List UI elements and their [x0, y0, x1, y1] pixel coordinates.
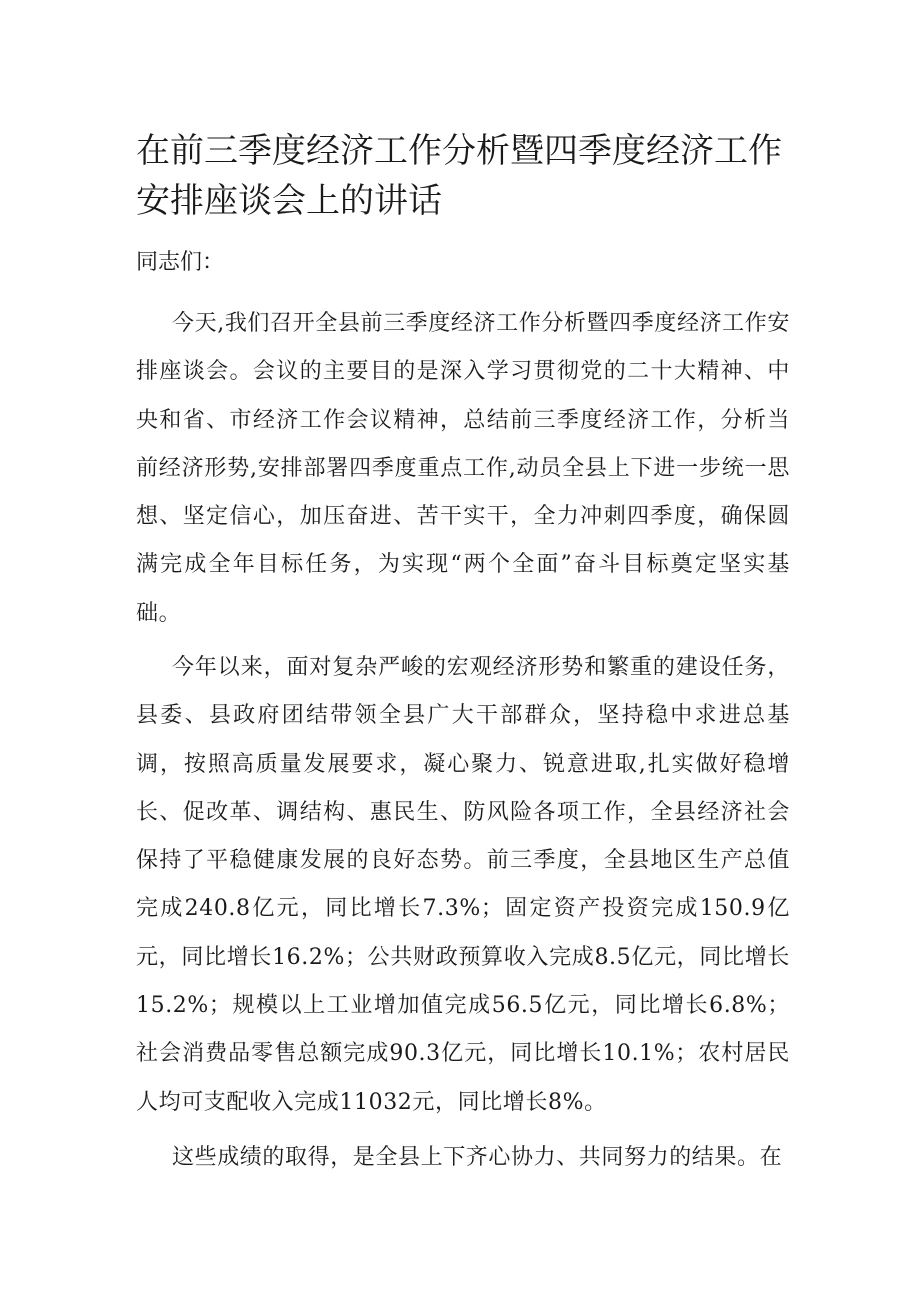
paragraph: 今年以来，面对复杂严峻的宏观经济形势和繁重的建设任务，县委、县政府团结带领全县广大干部群众，坚持稳中求进总基调，按照高质量发展要求，凝心聚力、锐意进取,扎实做好稳增长、促改革、调结构、惠民生、防风险各项工作，全县经济社会保持了平稳健康发展的良好态势。前三季度，全县地区生产总值完成240.8亿元，同比增长7.3%；固定资产投资完成150.9亿元，同比增长16.2%；公共财政预算收入完成8.5亿元，同比增长15.2%；规模以上工业增加值完成56.5亿元，同比增长6.8%；社会消费品零售总额完成90.3亿元，同比增长10.1%；农村居民人均可支配收入完成11032元，同比增长8%。 [136, 655, 790, 1115]
salutation: 同志们： [136, 250, 225, 275]
page-title: 在前三季度经济工作分析暨四季度经济工作安排座谈会上的讲话 [136, 131, 782, 221]
paragraph: 这些成绩的取得，是全县上下齐心协力、共同努力的结果。在 [172, 1145, 783, 1170]
paragraph: 今天,我们召开全县前三季度经济工作分析暨四季度经济工作安排座谈会。会议的主要目的是深入学习贯彻党的二十大精神、中央和省、市经济工作会议精神，总结前三季度经济工作，分析当前经济形势,安排部署四季度重点工作,动员全县上下进一步统一思想、坚定信心，加压奋进、苦干实干，全力冲刺四季度，确保圆满完成全年目标任务，为实现“两个全面”奋斗目标奠定坚实基础。 [136, 311, 790, 626]
